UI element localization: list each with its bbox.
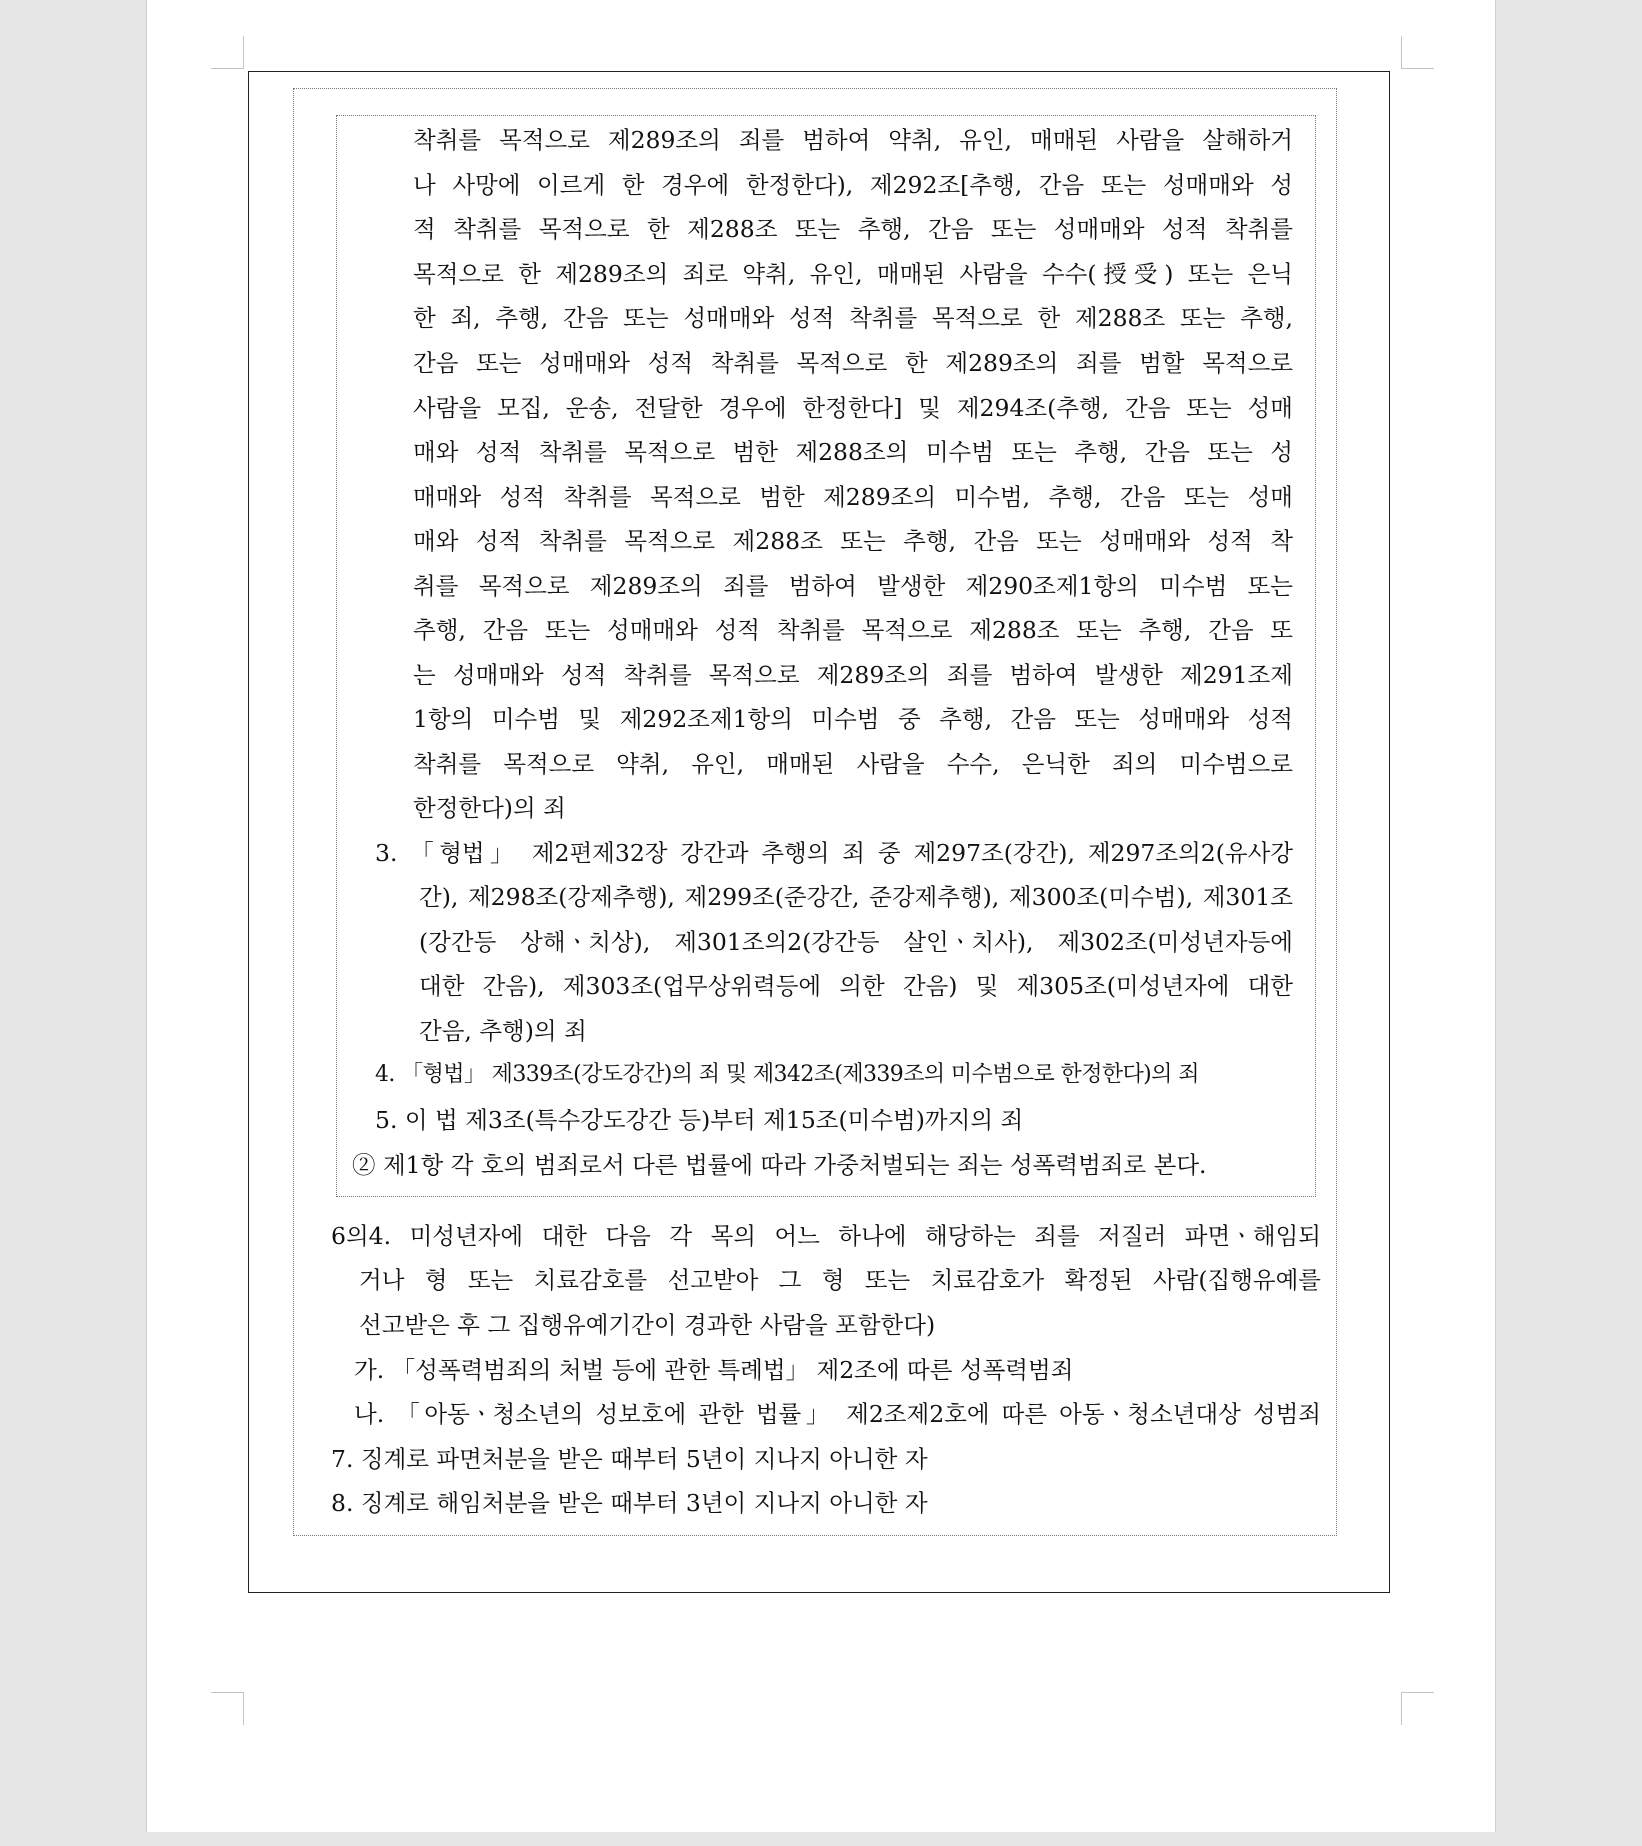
text-line: 취를 목적으로 제289조의 죄를 범하여 발생한 제290조제1항의 미수범 또는: [413, 572, 1293, 600]
text-line: 간), 제298조(강제추행), 제299조(준강간, 준강제추행), 제300조(미수범), 제301조: [419, 883, 1293, 911]
list-item-4: 4. 「형법」 제339조(강도강간)의 죄 및 제342조(제339조의 미수범으로 한정한다)의 죄: [375, 1062, 1199, 1087]
item-6-4: 6의4. 미성년자에 대한 다음 각 목의 어느 하나에 해당하는 죄를 저질러 파면ㆍ해임되: [331, 1222, 1321, 1250]
text-line: 착취를 목적으로 제289조의 죄를 범하여 약취, 유인, 매매된 사람을 살해하거: [413, 126, 1293, 154]
text-line: 1항의 미수범 및 제292조제1항의 미수범 중 추행, 간음 또는 성매매와 성적: [413, 705, 1293, 733]
text-line: 간음 또는 성매매와 성적 착취를 목적으로 한 제289조의 죄를 범할 목적으로: [413, 349, 1293, 377]
text-line: 착취를 목적으로 약취, 유인, 매매된 사람을 수수, 은닉한 죄의 미수범으로: [413, 750, 1293, 778]
sub-item-ga: 가. 「성폭력범죄의 처벌 등에 관한 특례법」 제2조에 따른 성폭력범죄: [354, 1356, 1074, 1384]
document-page: [146, 0, 1496, 1832]
crop-mark-bottom-left: [211, 1692, 244, 1725]
text-line: 목적으로 한 제289조의 죄로 약취, 유인, 매매된 사람을 수수(授受) 또는 은닉: [413, 260, 1293, 288]
text-line: 적 착취를 목적으로 한 제288조 또는 추행, 간음 또는 성매매와 성적 착취를: [413, 215, 1293, 243]
text-line: 대한 간음), 제303조(업무상위력등에 의한 간음) 및 제305조(미성년자에 대한: [419, 972, 1293, 1000]
text-line: 나 사망에 이르게 한 경우에 한정한다), 제292조[추행, 간음 또는 성매매와 성: [413, 171, 1293, 199]
crop-mark-bottom-right: [1401, 1692, 1434, 1725]
item-7: 7. 징계로 파면처분을 받은 때부터 5년이 지나지 아니한 자: [331, 1445, 928, 1473]
text-line: 추행, 간음 또는 성매매와 성적 착취를 목적으로 제288조 또는 추행, 간음 또: [413, 616, 1293, 644]
text-line: 한 죄, 추행, 간음 또는 성매매와 성적 착취를 목적으로 한 제288조 또는 추행,: [413, 304, 1293, 332]
list-item-3: 3. 「형법」 제2편제32장 강간과 추행의 죄 중 제297조(강간), 제297조의2(유사강: [375, 839, 1293, 867]
text-line: 는 성매매와 성적 착취를 목적으로 제289조의 죄를 범하여 발생한 제291조제: [413, 661, 1293, 689]
text-line: 매와 성적 착취를 목적으로 제288조 또는 추행, 간음 또는 성매매와 성적 착: [413, 527, 1293, 555]
list-item-5: 5. 이 법 제3조(특수강도강간 등)부터 제15조(미수범)까지의 죄: [375, 1106, 1024, 1134]
text-line: 거나 형 또는 치료감호를 선고받아 그 형 또는 치료감호가 확정된 사람(집행유예를: [359, 1266, 1322, 1294]
item-8: 8. 징계로 해임처분을 받은 때부터 3년이 지나지 아니한 자: [331, 1489, 928, 1517]
text-line: (강간등 상해ㆍ치상), 제301조의2(강간등 살인ㆍ치사), 제302조(미성년자등에: [419, 928, 1293, 956]
crop-mark-top-right: [1401, 36, 1434, 69]
text-line: 매매와 성적 착취를 목적으로 범한 제289조의 미수범, 추행, 간음 또는 성매: [413, 483, 1293, 511]
paragraph-2: ② 제1항 각 호의 범죄로서 다른 법률에 따라 가중처벌되는 죄는 성폭력범죄로 본다.: [352, 1151, 1207, 1179]
sub-item-na: 나. 「아동ㆍ청소년의 성보호에 관한 법률」 제2조제2호에 따른 아동ㆍ청소년대상 성범죄: [354, 1400, 1321, 1428]
text-line: 한정한다)의 죄: [413, 794, 566, 822]
text-line: 선고받은 후 그 집행유예기간이 경과한 사람을 포함한다): [359, 1311, 936, 1339]
text-line: 매와 성적 착취를 목적으로 범한 제288조의 미수범 또는 추행, 간음 또는 성: [413, 438, 1293, 466]
crop-mark-top-left: [211, 36, 244, 69]
text-line: 사람을 모집, 운송, 전달한 경우에 한정한다] 및 제294조(추행, 간음 또는 성매: [413, 394, 1293, 422]
text-line: 간음, 추행)의 죄: [419, 1017, 587, 1045]
